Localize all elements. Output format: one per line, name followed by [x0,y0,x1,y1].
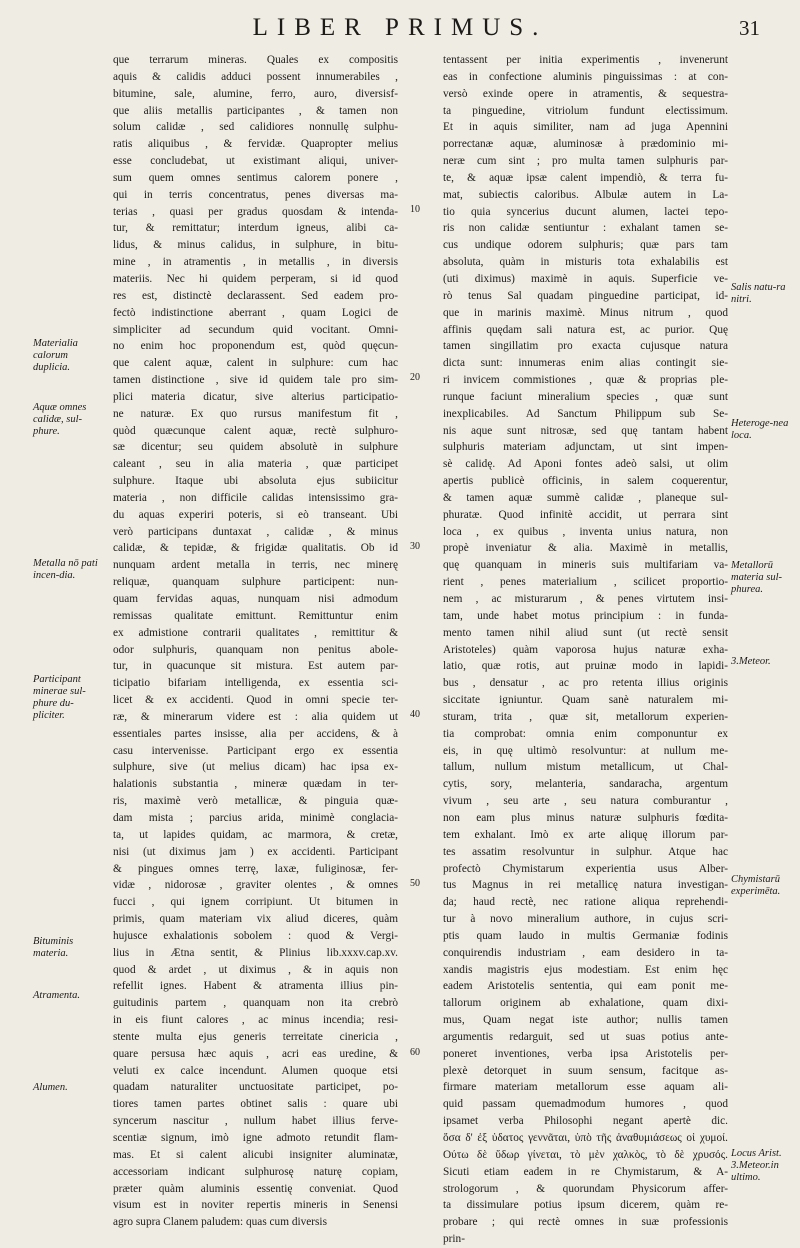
text-line: ex admistione contrarii qualitates , remittitur & [113,626,398,639]
text-line: simpliciter ad secundum quid vocitant. Omni- [113,323,398,336]
text-line: poneret inventiones, verba ipsa Aristotelis per- [443,1047,728,1060]
line-number: 10 [410,204,420,215]
text-line: loca , ex quibus , inventa unius natura, non [443,525,728,538]
text-line: nisi (ut diximus jam ) ex accidenti. Participant [113,845,398,858]
text-line: inexplicabiles. Ad Sanctum Philippum sub Se- [443,407,728,420]
text-line: quadam naturaliter unctuositate participet, po- [113,1081,398,1094]
text-line: veluti ex calce incendunt. Alumen quoque etsi [113,1064,398,1077]
text-line: ta dissimulare potius ipsum dicerem, quàm re- [443,1199,728,1212]
text-line: fectò indistinctione aberrant , quam Logici de [113,306,398,319]
text-line: sæ dicentur; seu quidem absolutè in sulphure [113,441,398,454]
text-line: latio, quæ rotis, aut pruinæ modo in lapidi- [443,660,728,673]
text-line: ri invicem commistiones , quæ & proprias ple- [443,374,728,387]
margin-note: Metallorū materia sul-phurea. [731,560,783,595]
text-line: quare persusa hæc aquis , acri eas uredine, & [113,1047,398,1060]
text-line: (uti diximus) maximè in aquis. Superficie ve- [443,272,728,285]
text-line: solum calidæ , sed calidiores nonnullę sulphu- [113,121,398,134]
text-line: Et in aquis similiter, nam ad juga Apennini [443,121,728,134]
text-line: & pingues omnes terrę, laxæ, fuliginosæ, fer- [113,862,398,875]
text-line: verò participans duntaxat , calidæ , & minus [113,525,398,538]
text-line: mento tamen nihil aliud sunt (ut rectè sensit [443,626,728,639]
text-line: siccitate igniuntur. Quam sanè naturalem mi- [443,694,728,707]
right-text-column [443,52,728,1248]
text-line: guitudinis partem , quanquam non ita crebrò [113,997,398,1010]
text-line: probare ; qui rectè omnes in suæ professionis [443,1216,728,1229]
text-line: sulphure, sive (ut melius dicam) hac ipsa ex- [113,761,398,774]
margin-note: Bituminis materia. [33,936,74,959]
text-line: firmare materiam metallorum esse aquam ali- [443,1081,728,1094]
text-line: mas. Et si calent alicubi insigniter aluminatæ, [113,1148,398,1161]
text-line: te, & aquæ ipsæ calent impendiò, & terra fu- [443,171,728,184]
text-line: essentiales partes insisse, alia per accidens, & à [113,727,398,740]
text-line: eadem Aristotelis sententia, qui eam ponit me- [443,980,728,993]
text-line: Ούτω δὲ ὕδωρ γίνεται, τὸ μὲν χαλκὸς, τὸ δὲ χρυσός. [443,1148,728,1161]
text-line: odor sulphuris, quanquam non penitus abole- [113,643,398,656]
line-number: 40 [410,709,420,720]
text-line: tentassent per initia experimentis , invenerunt [443,54,728,66]
line-number: 60 [410,1047,420,1058]
page-header [0,10,800,44]
text-line: neræ cum sint ; pro multa tamen sulphuris par- [443,155,728,168]
text-line: lius in Ætna sentit, & Plinius lib.xxxv.cap.xv. [113,946,398,959]
text-line: tamen distinctione , sive id quidem tale pro sim- [113,374,398,387]
text-line: du aquas experiri poteris, si eò transeant. Ubi [113,508,398,521]
text-line: sulphure. Itaque ubi absoluta ejus subiicitur [113,475,398,488]
text-line: que terrarum mineras. Quales ex compositis [113,54,398,66]
text-line: caleant , seu in alia materia , quæ participet [113,458,398,471]
text-line: tur à novo mineralium authore, in cujus scri- [443,913,728,926]
text-line: aquis & calidis adduci possent innumerabiles , [113,70,398,83]
text-line: esse concludebat, ut existimant aliqui, univer- [113,155,398,168]
text-line: bitumine, sale, alumine, ferro, auro, diversisf- [113,87,398,100]
text-line: propè inveniatur & alia. Maximè in metallis, [443,542,728,555]
text-line: cus undique odorem sulphuris; quæ pars tam [443,239,728,252]
text-line: que in marinis maximè. Minus nitrum , quod [443,306,728,319]
text-line: tallum, nullum mistum metallicum, ut Chal- [443,761,728,774]
margin-note: 3.Meteor. [731,656,771,667]
text-line: strologorum , & quorundam Physicorum affer- [443,1182,728,1195]
text-line: bus , densatur , ac pro retenta illius originis [443,677,728,690]
text-line: ne naturæ. Ex quo rursus manifestum fit , [113,407,398,420]
text-line: que aliis metallis participantes , & tamen non [113,104,398,117]
text-line: eis, in quę ultimò resolvuntur: at nullum me- [443,744,728,757]
text-line: nis aque sunt nitrosæ, sed quę tantam habent [443,424,728,437]
text-line: phuratæ. Quod infinitè accidit, ut perrara sint [443,508,728,521]
text-line: agro supra Clanem paludem: quas cum diversis [113,1216,327,1229]
text-line: primis, quam materiam vix aliud diceres, quàm [113,913,398,926]
text-line: visum est in noviter repertis mineris in Senensi [113,1199,398,1212]
text-line: ὅσα δ' ἐξ ὑδατος γεννᾶται, ὑπὸ τῆς ἀναθυμιάσεως οἱ χυμοί. [443,1132,728,1144]
text-line: porrectanæ aquæ, aluminosæ à prædominio mi- [443,138,728,151]
text-line: xandis magistris ejus modestiam. Est enim hęc [443,963,728,976]
text-line: quod & ardet , ut diximus , & in aquis non [113,963,398,976]
text-line: versò exinde opere in atramentis, & sequestra- [443,87,728,100]
text-line: nunquam ardent metalla in terris, nec minerę [113,559,398,572]
margin-note: Locus Arist. 3.Meteor.in ultimo. [731,1148,782,1183]
text-line: ratis aliquibus , & fervidæ. Quapropter melius [113,138,398,151]
text-line: ticipatio bifariam intelligenda, ex essentia sci- [113,677,398,690]
text-line: sè calidę. Ad Aponi fontes adeò salsi, ut olim [443,458,728,471]
text-line: rò tenus Sal quadam pinguedine participat, id- [443,289,728,302]
text-line: ptis quam laudo in multis Germaniæ fodinis [443,929,728,942]
text-line: tem exhalant. Imò ex arte aliquę illorum par- [443,828,728,841]
text-line: apertis publicè officinis, in salem coquerentur, [443,475,728,488]
margin-note: Atramenta. [33,990,80,1001]
text-line: præter quàm aluminis essentię conveniat. Quod [113,1182,398,1195]
text-line: refellit ignes. Habent & atramenta illius pin- [113,980,398,993]
text-line: argumentis redarguit, sed ut suas potius ante- [443,1030,728,1043]
text-line: ta pinguedine, vitriolum fundunt electissimum. [443,104,728,117]
text-line: mus, Quam negat iste author; nullis tamen [443,1014,728,1027]
text-line: tiores tamen partes obtinet salis : quare ubi [113,1098,398,1111]
text-line: ipsamet verba Philosophi negant apertè dic. [443,1115,728,1128]
text-line: runque faciunt mineralium species , quæ sunt [443,390,728,403]
text-line: sulphuris materiam adjunctam, ut sint impen- [443,441,728,454]
line-number: 20 [410,372,420,383]
text-line: rient , penes materialium , scilicet proportio- [443,576,728,589]
margin-note: Aquæ omnes calidæ, sul-phure. [33,402,87,437]
running-head: LIBER PRIMUS. [252,14,548,41]
text-line: tur, & remittatur; interdum igneus, alibi ca- [113,222,398,235]
text-line: sum quem omnes sentimus calorem ponere , [113,171,398,184]
text-line: quid passam quemadmodum humores , quod [443,1098,728,1111]
text-line: cytis, sory, melanteria, sandaracha, argentum [443,778,728,791]
text-line: sturam, trita , quæ sit, metallorum experien- [443,710,728,723]
text-line: terias , quasi per gradus quosdam & intenda- [113,205,398,218]
text-line: tamen singillatim pro exacta cujusque natura [443,340,728,353]
text-line: ræ, & minerarum videre est : alia quidem ut [113,710,398,723]
text-line: fucci , qui ignem corripiunt. Ut bitumen in [113,896,398,909]
margin-note: Metalla nō pati incen-dia. [33,558,98,581]
text-line: plici materia dicatur, sive alterius participatio- [113,390,398,403]
text-line: conquirendis industriam , eam desidero in ta- [443,946,728,959]
text-line: remissas qualitate emittunt. Remittuntur enim [113,609,398,622]
text-line: Aristoteles) quàm vaporosa hujus naturæ exha- [443,643,728,656]
text-line: tallorum originem ab exhalatione, quam dixi- [443,997,728,1010]
text-line: & tamen aquæ summè calidæ , planeque sul- [443,491,728,504]
text-line: vivum , seu arte , seu natura comburantur , [443,795,728,808]
text-line: mat, subiectis caloribus. Albulæ autem in La- [443,188,728,201]
left-text-column [113,52,398,1231]
margin-note: Alumen. [33,1082,68,1093]
text-line: tes assatim resolvuntur in sulphur. Atque hac [443,845,728,858]
page-number: 31 [739,16,760,40]
text-line: eas in confectione aluminis pinguissimas : at con- [443,70,728,83]
text-line: tus Magnus in rei metallicę natura investigan- [443,879,728,892]
text-line: da; haud rectè, nec ratione aliqua reprehendi- [443,896,728,909]
text-line: dicta sunt: innumeras enim alias contingit sie- [443,357,728,370]
text-line: lidus, & minus calidus, in sulphure, in bitu- [113,239,398,252]
text-line: in eis fiunt calores , ac minus incendia; resi- [113,1014,398,1027]
text-line: quam fervidas aquas, nunquam nisi admodum [113,593,398,605]
text-line: qui in terris concentratus, penes diversas ma- [113,188,398,201]
text-line: Sicuti etiam eadem in re Chymistarum, & A- [443,1165,728,1178]
text-line: affinis quędam sali natura est, ac purior. Quę [443,323,728,336]
text-line: prin- [443,1233,465,1246]
text-line: tur, in quacunque sit mistura. Est autem par- [113,660,398,673]
text-line: materiis. Nec hi quidem perperam, si id quod [113,272,398,285]
text-line: reliquæ, quanquam sulphure participent: nun- [113,576,398,589]
text-line: dam mista ; parcius arida, minimè conglacia- [113,811,398,824]
text-line: accessoriam indicant sulphurosę naturę copiam, [113,1165,398,1178]
text-line: vidæ , nidorosæ , graviter olentes , & omnes [113,879,398,892]
margin-note: Heteroge-nea loca. [731,418,789,441]
text-line: ta, ut lapides quidam, ac marmora, & cretæ, [113,828,398,841]
margin-note: Salis natu-ra nitri. [731,282,786,305]
line-number: 50 [410,878,420,889]
margin-note: Chymistarū experimēta. [731,874,781,897]
text-line: halationis substantia , mineræ quædam in ter- [113,778,398,791]
text-line: calidæ, & tepidæ, & frigidæ qualitatis. Ob id [113,542,398,555]
text-line: res est, distinctè declarassent. Sed eadem pro- [113,289,398,302]
margin-note: Participant minerae sul-phure du-pliciter. [33,674,86,721]
text-line: materia , non difficile calidas intensissimo gra- [113,491,398,504]
text-line: absoluta, quàm in misturis tota exhalabilis est [443,256,728,269]
text-line: hujusce exhalationis sobolem : quod & Vergi- [113,929,398,942]
text-line: scentiæ signum, imò igne admoto retundit flam- [113,1132,398,1144]
text-line: non eam plus minus naturæ sulphuris fœdita- [443,811,728,824]
text-line: syncerum nascitur , nullum habet illius ferve- [113,1115,398,1128]
text-line: profectò Chymistarum experientia usus Alber- [443,862,728,875]
text-line: no enim hoc proponendum est, quòd quęcun- [113,340,398,353]
text-line: licet & ex accidenti. Quod in omni specie ter- [113,694,398,707]
text-line: mine , in atramentis , in metallis , in diversis [113,256,398,269]
line-number: 30 [410,541,420,552]
text-line: quę quanquam in mineris suis multifariam va- [443,559,728,572]
text-line: que calent aquæ, calent in sulphure: cum hac [113,357,398,370]
text-line: plexè detorquet in suum sensum, facitque as- [443,1064,728,1077]
text-line: nem , ac misturarum , & penes virtutem insi- [443,593,728,605]
text-line: quòd quæcunque calent aquæ, rectè sulphuro- [113,424,398,437]
text-line: ris non calidæ sentiuntur : exhalant tamen se- [443,222,728,235]
text-line: casu intervenisse. Participant ergo ex essentia [113,744,398,757]
text-line: ris, maximè verò metallicæ, & pinguia quæ- [113,795,398,808]
margin-note: Materialia calorum duplicia. [33,338,78,373]
text-line: tio quia syncerius ducunt alumen, lactei tepo- [443,205,728,218]
text-line: stente multa ejus generis terreitate cinericia , [113,1030,398,1043]
text-line: tam, unde habet motus principium : in funda- [443,609,728,622]
text-line: tia comprobat: omnia enim componuntur ex [443,727,728,740]
